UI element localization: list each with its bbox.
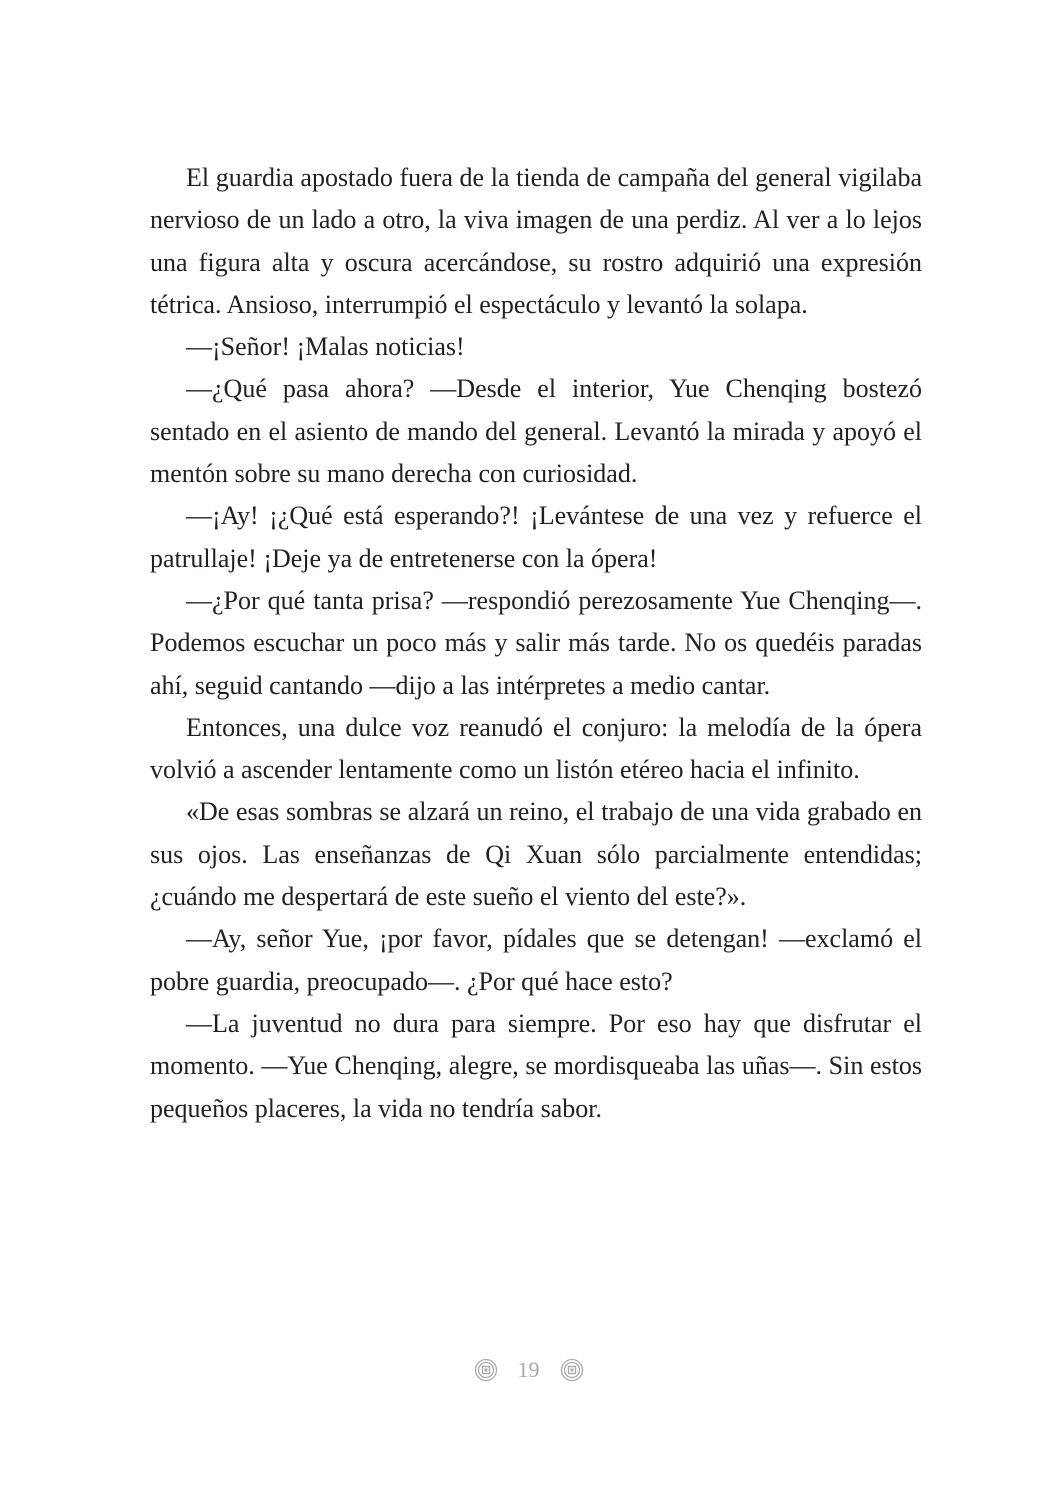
paragraph-1: El guardia apostado fuera de la tienda de campaña del general vigilaba nervioso de un lado a otro, la viva imagen de una perdiz. Al ver a lo lejos una figura alta y oscura acercándose, su rostro adquirió una expresión tétrica. Ansioso, interrumpió el espectáculo y levantó la solapa. xyxy=(150,163,922,319)
left-ornament-icon xyxy=(474,1358,498,1382)
paragraph-9: —La juventud no dura para siempre. Por eso hay que disfrutar el momento. —Yue Chenqing, alegre, se mordisqueaba las uñas—. Sin estos pequeños placeres, la vida no tendría sabor. xyxy=(150,1008,922,1123)
page-footer xyxy=(0,1357,1057,1383)
paragraph-7: «De esas sombras se alzará un reino, el trabajo de una vida grabado en sus ojos. Las enseñanzas de Qi Xuan sólo parcialmente entendidas; ¿cuándo me despertará de este sueño el viento del este?». xyxy=(150,797,922,912)
paragraph-8: —Ay, señor Yue, ¡por favor, pídales que se detengan! —exclamó el pobre guardia, preocupado—. ¿Por qué hace esto? xyxy=(150,924,922,996)
paragraph-2: —¡Señor! ¡Malas noticias! xyxy=(186,332,465,362)
paragraph-3: —¿Qué pasa ahora? —Desde el interior, Yue Chenqing bostezó sentado en el asiento de mando del general. Levantó la mirada y apoyó el mentón sobre su mano derecha con curiosidad. xyxy=(150,374,922,489)
page-number: 19 xyxy=(517,1357,540,1382)
right-ornament-icon xyxy=(560,1358,584,1382)
paragraph-6: Entonces, una dulce voz reanudó el conjuro: la melodía de la ópera volvió a ascender lentamente como un listón etéreo hacia el infinito. xyxy=(150,712,922,785)
paragraph-5: —¿Por qué tanta prisa? —respondió perezosamente Yue Chenqing—. Podemos escuchar un poco más y salir más tarde. No os quedéis paradas ahí, seguid cantando —dijo a las intérpretes a medio cantar. xyxy=(150,585,922,700)
page-body xyxy=(150,157,922,1130)
paragraph-4: —¡Ay! ¡¿Qué está esperando?! ¡Levántese de una vez y refuerce el patrullaje! ¡Deje ya de entretenerse con la ópera! xyxy=(150,501,922,573)
